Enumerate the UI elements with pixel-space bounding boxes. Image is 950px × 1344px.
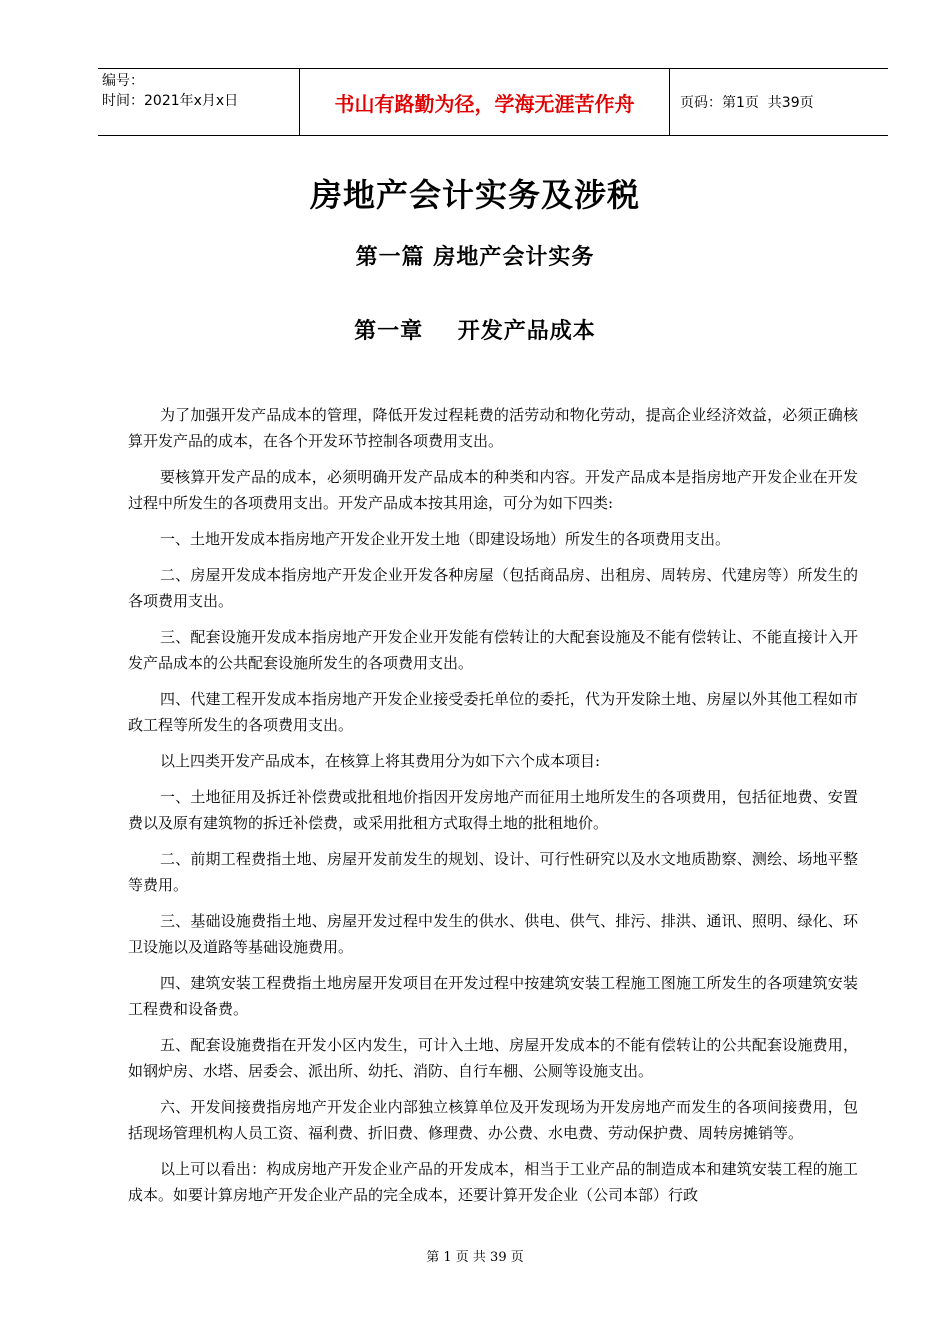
paragraph: 一、土地征用及拆迁补偿费或批租地价指因开发房地产而征用土地所发生的各项费用，包括征地费、安置费以及原有建筑物的拆迁补偿费，或采用批租方式取得土地的批租地价。 (128, 788, 858, 832)
time-label: 时间：2021年x月x日 (102, 93, 239, 109)
paragraph: 五、配套设施费指在开发小区内发生，可计入土地、房屋开发成本的不能有偿转让的公共配套设施费用，如钢炉房、水塔、居委会、派出所、幼托、消防、自行车棚、公厕等设施支出。 (128, 1036, 858, 1080)
document-title: 房地产会计实务及涉税 (309, 176, 640, 214)
paragraph: 一、土地开发成本指房地产开发企业开发土地（即建设场地）所发生的各项费用支出。 (160, 530, 731, 548)
paragraph: 二、前期工程费指土地、房屋开发前发生的规划、设计、可行性研究以及水文地质勘察、测绘、场地平整等费用。 (128, 850, 858, 894)
header-motto: 书山有路勤为径，学海无涯苦作舟 (300, 69, 670, 135)
paragraph: 四、代建工程开发成本指房地产开发企业接受委托单位的委托，代为开发除土地、房屋以外其他工程如市政工程等所发生的各项费用支出。 (128, 690, 858, 734)
paragraph: 要核算开发产品的成本，必须明确开发产品成本的种类和内容。开发产品成本是指房地产开发企业在开发过程中所发生的各项费用支出。开发产品成本按其用途，可分为如下四类: (128, 468, 858, 512)
paragraph: 以上四类开发产品成本，在核算上将其费用分为如下六个成本项目: (160, 752, 601, 770)
header-meta (98, 69, 300, 135)
paragraph: 为了加强开发产品成本的管理，降低开发过程耗费的活劳动和物化劳动，提高企业经济效益，必须正确核算开发产品的成本，在各个开发环节控制各项费用支出。 (128, 406, 858, 450)
document-header (98, 68, 888, 136)
paragraph: 三、配套设施开发成本指房地产开发企业开发能有偿转让的大配套设施及不能有偿转让、不能直接计入开发产品成本的公共配套设施所发生的各项费用支出。 (128, 628, 858, 672)
document-body (128, 402, 858, 1218)
paragraph: 三、基础设施费指土地、房屋开发过程中发生的供水、供电、供气、排污、排洪、通讯、照明、绿化、环卫设施以及道路等基础设施费用。 (128, 912, 858, 956)
header-page-info (670, 69, 888, 135)
chapter-title: 第一章 开发产品成本 (354, 318, 596, 344)
page-footer: 第 1 页 共 39 页 (426, 1250, 524, 1265)
part-title: 第一篇 房地产会计实务 (355, 244, 595, 270)
serial-label: 编号： (102, 73, 144, 89)
paragraph: 六、开发间接费指房地产开发企业内部独立核算单位及开发现场为开发房地产而发生的各项间接费用，包括现场管理机构人员工资、福利费、折旧费、修理费、办公费、水电费、劳动保护费、周转房摊销等。 (128, 1098, 858, 1142)
page-info-text: 页码：第1页 共39页 (680, 95, 814, 111)
paragraph: 四、建筑安装工程费指土地房屋开发项目在开发过程中按建筑安装工程施工图施工所发生的各项建筑安装工程费和设备费。 (128, 974, 858, 1018)
paragraph: 以上可以看出：构成房地产开发企业产品的开发成本，相当于工业产品的制造成本和建筑安装工程的施工成本。如要计算房地产开发企业产品的完全成本，还要计算开发企业（公司本部）行政 (128, 1160, 858, 1204)
paragraph: 二、房屋开发成本指房地产开发企业开发各种房屋（包括商品房、出租房、周转房、代建房等）所发生的各项费用支出。 (128, 566, 858, 610)
